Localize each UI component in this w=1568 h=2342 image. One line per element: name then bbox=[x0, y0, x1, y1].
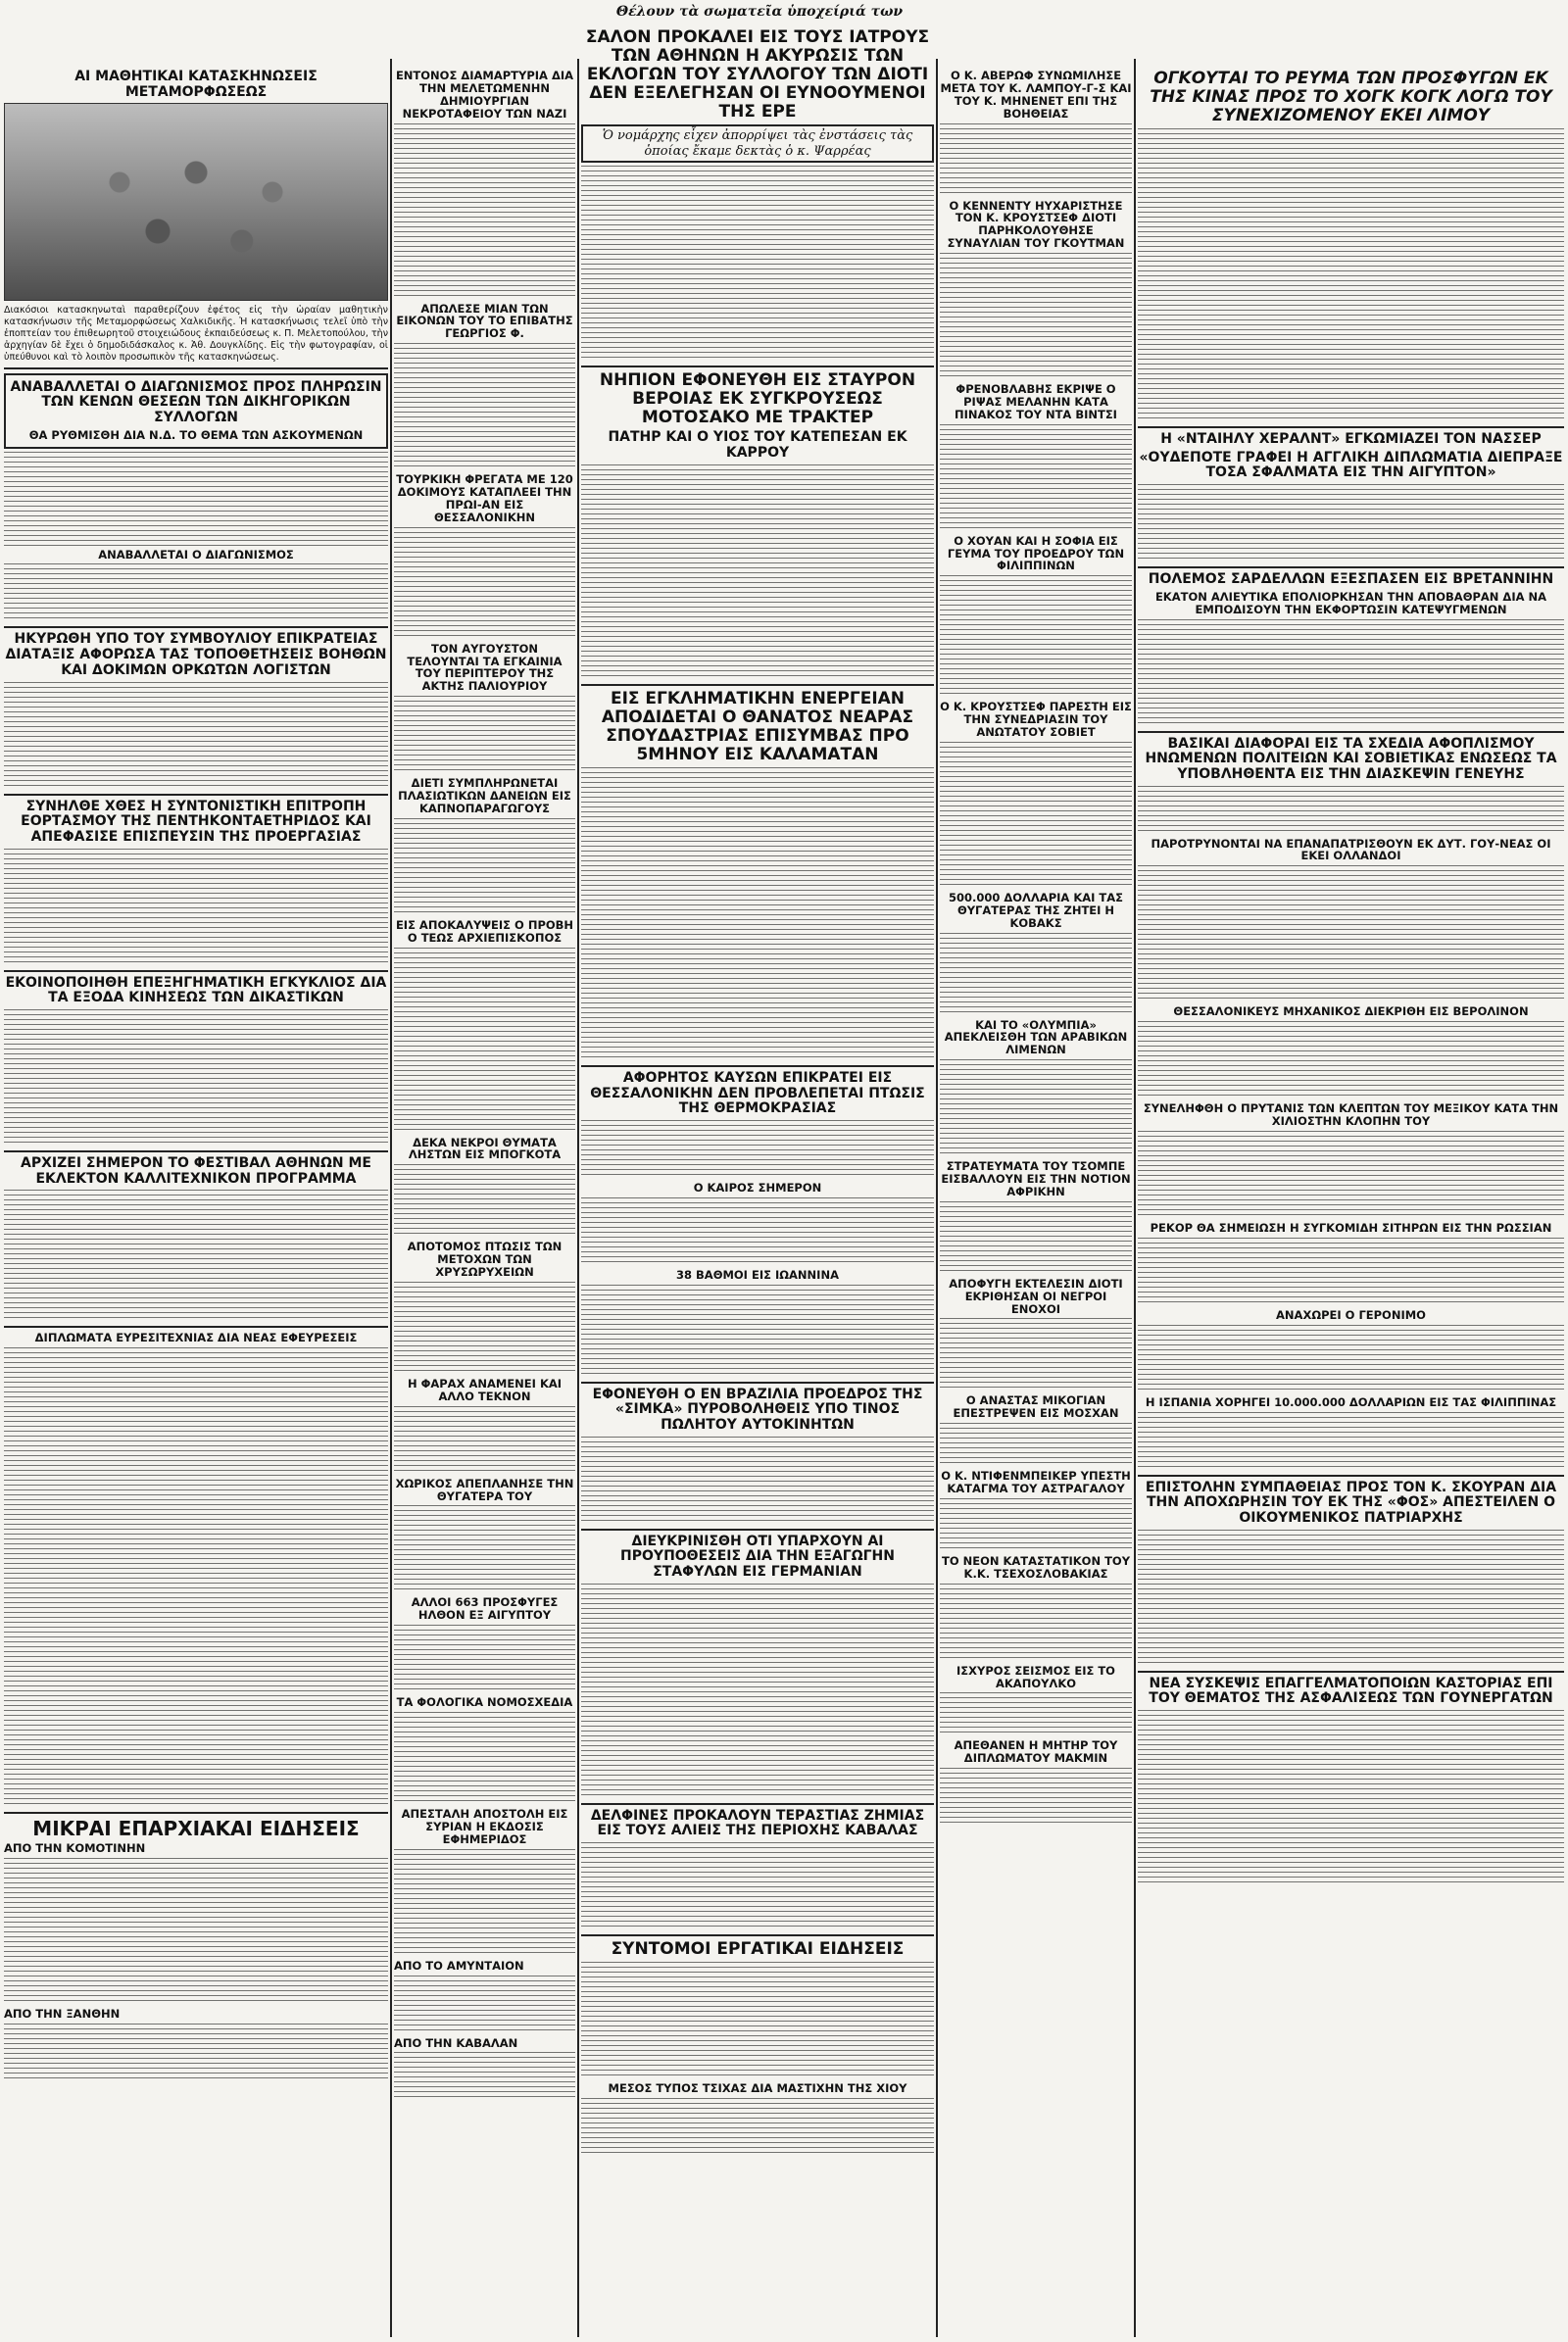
article-text bbox=[394, 1406, 575, 1475]
article-text bbox=[940, 1498, 1132, 1552]
divider bbox=[4, 970, 388, 972]
subheadline: ΘΑ ΡΥΘΜΙΣΘΗ ΔΙΑ Ν.Δ. ΤΟ ΘΕΜΑ ΤΩΝ ΑΣΚΟΥΜΕΝΩΝ bbox=[28, 427, 364, 442]
divider bbox=[581, 1529, 934, 1531]
headline: ΤΟΥΡΚΙΚΗ ΦΡΕΓΑΤΑ ΜΕ 120 ΔΟΚΙΜΟΥΣ ΚΑΤΑΠΛΕΕΙ ΤΗΝ ΠΡΩΙ-ΑΝ ΕΙΣ ΘΕΣΣΑΛΟΝΙΚΗΝ bbox=[396, 472, 573, 524]
headline: ΑΝΑΒΑΛΛΕΤΑΙ Ο ΔΙΑΓΩΝΙΣΜΟΣ ΠΡΟΣ ΠΛΗΡΩΣΙΝ ΤΩΝ ΚΕΝΩΝ ΘΕΣΕΩΝ ΤΩΝ ΔΙΚΗΓΟΡΙΚΩΝ ΣΥΛΛΟΓΩΝ bbox=[10, 378, 382, 426]
headline: Ο ΧΟΥΑΝ ΚΑΙ Η ΣΟΦΙΑ ΕΙΣ ΓΕΥΜΑ ΤΟΥ ΠΡΟΕΔΡΟΥ ΤΩΝ ΦΙΛΙΠΠΙΝΩΝ bbox=[947, 533, 1125, 573]
article-text bbox=[1138, 865, 1564, 1002]
headline: ΑΝΑΧΩΡΕΙ Ο ΓΕΡΟΝΙΜΟ bbox=[1276, 1307, 1426, 1322]
article-text bbox=[581, 1285, 934, 1378]
article-text bbox=[581, 1842, 934, 1930]
article-text bbox=[1138, 128, 1564, 422]
article-text bbox=[1138, 1530, 1564, 1667]
article-text bbox=[4, 1190, 388, 1322]
article-text bbox=[4, 1858, 388, 2005]
headline: ΙΣΧΥΡΟΣ ΣΕΙΣΜΟΣ ΕΙΣ ΤΟ ΑΚΑΠΟΥΛΚΟ bbox=[956, 1663, 1115, 1690]
article-text bbox=[4, 1009, 388, 1147]
divider bbox=[4, 1150, 388, 1152]
article-text bbox=[940, 575, 1132, 698]
article-text bbox=[4, 452, 388, 546]
subheadline: ΑΠΟ ΤΗΝ ΚΑΒΑΛΑΝ bbox=[394, 2035, 518, 2050]
article-text bbox=[581, 464, 934, 680]
article-text bbox=[394, 1712, 575, 1805]
headline: ΕΚΟΙΝΟΠΟΙΗΘΗ ΕΠΕΞΗΓΗΜΑΤΙΚΗ ΕΓΚΥΚΛΙΟΣ ΔΙΑ ΤΑ ΕΞΟΔΑ ΚΙΝΗΣΕΩΣ ΤΩΝ ΔΙΚΑΣΤΙΚΩΝ bbox=[5, 974, 387, 1006]
camp-photo bbox=[4, 103, 388, 301]
divider bbox=[1138, 426, 1564, 428]
article-text bbox=[394, 343, 575, 470]
headline: Η ΦΑΡΑΧ ΑΝΑΜΕΝΕΙ ΚΑΙ ΑΛΛΟ ΤΕΚΝΟΝ bbox=[407, 1376, 563, 1403]
column-rule bbox=[390, 59, 392, 2337]
article-text bbox=[394, 948, 575, 1134]
divider bbox=[4, 1812, 388, 1814]
divider bbox=[581, 1382, 934, 1384]
subheadline: «ΟΥΔΕΠΟΤΕ ΓΡΑΦΕΙ Η ΑΓΓΛΙΚΗ ΔΙΠΛΩΜΑΤΙΑ ΔΙΕΠΡΑΞΕ ΤΟΣΑ ΣΦΑΛΜΑΤΑ ΕΙΣ ΤΗΝ ΑΙΓΥΠΤΟΝ» bbox=[1139, 449, 1563, 481]
headline: Ο Κ. ΝΤΙΦΕΝΜΠΕΙΚΕΡ ΥΠΕΣΤΗ ΚΑΤΑΓΜΑ ΤΟΥ ΑΣΤΡΑΓΑΛΟΥ bbox=[941, 1469, 1131, 1495]
headline: ΜΙΚΡΑΙ ΕΠΑΡΧΙΑΚΑΙ ΕΙΔΗΣΕΙΣ bbox=[32, 1817, 360, 1841]
divider bbox=[4, 626, 388, 628]
article-text bbox=[581, 1584, 934, 1799]
subheadline: ΜΕΣΟΣ ΤΥΠΟΣ ΤΣΙΧΑΣ ΔΙΑ ΜΑΣΤΙΧΗΝ ΤΗΣ ΧΙΟΥ bbox=[608, 2081, 907, 2096]
divider bbox=[4, 367, 388, 369]
divider bbox=[1138, 566, 1564, 568]
article-text bbox=[581, 1197, 934, 1266]
headline: Η ΙΣΠΑΝΙΑ ΧΟΡΗΓΕΙ 10.000.000 ΔΟΛΛΑΡΙΩΝ ΕΙΣ ΤΑΣ ΦΙΛΙΠΠΙΝΑΣ bbox=[1145, 1394, 1557, 1409]
article-text bbox=[1138, 1021, 1564, 1099]
article-text bbox=[394, 1505, 575, 1593]
subheadline: ΑΠΟ ΤΗΝ ΚΟΜΟΤΙΝΗΝ bbox=[4, 1841, 146, 1856]
column-rule bbox=[936, 59, 938, 2337]
divider bbox=[581, 1934, 934, 1936]
divider bbox=[581, 684, 934, 686]
divider bbox=[4, 1326, 388, 1328]
headline: ΗΚΥΡΩΘΗ ΥΠΟ ΤΟΥ ΣΥΜΒΟΥΛΙΟΥ ΕΠΙΚΡΑΤΕΙΑΣ ΔΙΑΤΑΞΙΣ ΑΦΟΡΩΣΑ ΤΑΣ ΤΟΠΟΘΕΤΗΣΕΙΣ ΒΟΗΘΩΝ ΚΑΙ ΔΟΚΙΜΩΝ ΟΡΚΩΤΩΝ ΛΟΓΙΣΤΩΝ bbox=[5, 631, 387, 678]
photo-caption: Διακόσιοι κατασκηνωταὶ παραθερίζουν ἐφέτος εἰς τὴν ὡραίαν μαθητικὴν κατασκήνωσιν τῆς Μεταμορφώσεως Χαλκιδικῆς. Ἡ κατασκήνωσις τελεῖ ὑπὸ τὴν ἐποπτείαν του ἐπιθεωρητοῦ στοιχειώδους ἐκπαιδεύσεως κ. Π. Μελετοπούλου, τὴν ἀρχηγίαν δὲ ἔχει ὁ δημοδιδάσκαλος κ. Ἀθ. Δουγκλίδης. Εἰς τὴν φωτογραφίαν, οἱ ὑπεύθυνοι καὶ τὸ λοιπὸν προσωπικὸν τῆς κατασκηνώσεως. bbox=[4, 305, 389, 363]
headline: ΣΥΝΤΟΜΟΙ ΕΡΓΑΤΙΚΑΙ ΕΙΔΗΣΕΙΣ bbox=[611, 1939, 905, 1960]
divider bbox=[1138, 1475, 1564, 1477]
article-text bbox=[394, 696, 575, 774]
column-2 bbox=[394, 67, 575, 2104]
article-text bbox=[394, 1976, 575, 2034]
headline: ΕΠΙΣΤΟΛΗΝ ΣΥΜΠΑΘΕΙΑΣ ΠΡΟΣ ΤΟΝ Κ. ΣΚΟΥΡΑΝ ΔΙΑ ΤΗΝ ΑΠΟΧΩΡΗΣΙΝ ΤΟΥ ΕΚ ΤΗΣ «ΦΟΣ» ΑΠΕΣΤΕΙΛΕΝ Ο ΟΙΚΟΥΜΕΝΙΚΟΣ ΠΑΤΡΙΑΡΧΗΣ bbox=[1145, 1479, 1557, 1526]
article-text bbox=[394, 1849, 575, 1957]
divider bbox=[1138, 731, 1564, 733]
subheadline: ΑΠΟ ΤΟ ΑΜΥΝΤΑΙΟΝ bbox=[394, 1958, 524, 1973]
headline: ΤΑ ΦΟΛΟΓΙΚΑ ΝΟΜΟΣΧΕΔΙΑ bbox=[396, 1695, 573, 1710]
article-text bbox=[1138, 1325, 1564, 1393]
headline: ΒΑΣΙΚΑΙ ΔΙΑΦΟΡΑΙ ΕΙΣ ΤΑ ΣΧΕΔΙΑ ΑΦΟΠΛΙΣΜΟΥ ΗΝΩΜΕΝΩΝ ΠΟΛΙΤΕΙΩΝ ΚΑΙ ΣΟΒΙΕΤΙΚΑΣ ΕΝΩΣΕΩΣ ΤΑ ΥΠΟΒΛΗΘΕΝΤΑ ΕΙΣ ΤΗΝ ΔΙΑΣΚΕΨΙΝ ΓΕΝΕΥΗΣ bbox=[1145, 735, 1557, 782]
article-text bbox=[581, 1120, 934, 1179]
column-5 bbox=[1138, 67, 1564, 1889]
article-text bbox=[4, 563, 388, 622]
headline: ΚΑΙ ΤΟ «ΟΛΥΜΠΙΑ» ΑΠΕΚΛΕΙΣΘΗ ΤΩΝ ΑΡΑΒΙΚΩΝ ΛΙΜΕΝΩΝ bbox=[944, 1017, 1128, 1057]
article-text bbox=[1138, 1131, 1564, 1219]
headline: ΤΟ ΝΕΟΝ ΚΑΤΑΣΤΑΤΙΚΟΝ ΤΟΥ Κ.Κ. ΤΣΕΧΟΣΛΟΒΑΚΙΑΣ bbox=[941, 1553, 1131, 1581]
headline: 500.000 ΔΟΛΛΑΡΙΑ ΚΑΙ ΤΑΣ ΘΥΓΑΤΕΡΑΣ ΤΗΣ ΖΗΤΕΙ Η ΚΟΒΑΚΣ bbox=[948, 890, 1124, 930]
headline: ΣΥΝΕΛΗΦΘΗ Ο ΠΡΥΤΑΝΙΣ ΤΩΝ ΚΛΕΠΤΩΝ ΤΟΥ ΜΕΞΙΚΟΥ ΚΑΤΑ ΤΗΝ ΧΙΛΙΟΣΤΗΝ ΚΛΟΠΗΝ ΤΟΥ bbox=[1143, 1101, 1559, 1129]
article-text bbox=[394, 123, 575, 300]
headline: ΕΙΣ ΑΠΟΚΑΛΥΨΕΙΣ Ο ΠΡΟΒΗ Ο ΤΕΩΣ ΑΡΧΙΕΠΙΣΚΟΠΟΣ bbox=[395, 917, 574, 945]
article-text bbox=[581, 767, 934, 1061]
subheadline: 38 ΒΑΘΜΟΙ ΕΙΣ ΙΩΑΝΝΙΝΑ bbox=[676, 1267, 839, 1282]
article-text bbox=[940, 1318, 1132, 1391]
headline: Ο ΑΝΑΣΤΑΣ ΜΙΚΟΓΙΑΝ ΕΠΕΣΤΡΕΨΕΝ ΕΙΣ ΜΟΣΧΑΝ bbox=[953, 1393, 1119, 1421]
article-text bbox=[581, 1437, 934, 1525]
article-text bbox=[940, 424, 1132, 532]
headline: ΔΙΕΤΙ ΣΥΜΠΛΗΡΩΝΕΤΑΙ ΠΛΑΣΙΩΤΙΚΩΝ ΔΑΝΕΙΩΝ ΕΙΣ ΚΑΠΝΟΠΑΡΑΓΩΓΟΥΣ bbox=[398, 776, 571, 815]
article-text bbox=[1138, 484, 1564, 562]
subheadline: ΕΚΑΤΟΝ ΑΛΙΕΥΤΙΚΑ ΕΠΟΛΙΟΡΚΗΣΑΝ ΤΗΝ ΑΠΟΒΑΘΡΑΝ ΔΙΑ ΝΑ ΕΜΠΟΔΙΣΟΥΝ ΤΗΝ ΕΚΦΟΡΤΩΣΙΝ ΚΑΤΕΨΥΓΜΕΝΩΝ bbox=[1154, 589, 1547, 616]
column-4 bbox=[940, 67, 1132, 1830]
article-text bbox=[940, 1423, 1132, 1467]
article-text bbox=[4, 2024, 388, 2082]
headline: ΤΟΝ ΑΥΓΟΥΣΤΟΝ ΤΕΛΟΥΝΤΑΙ ΤΑ ΕΓΚΑΙΝΙΑ ΤΟΥ ΠΕΡΙΠΤΕΡΟΥ ΤΗΣ ΑΚΤΗΣ ΠΑΛΙΟΥΡΙΟΥ bbox=[407, 641, 563, 694]
article-text bbox=[940, 123, 1132, 197]
headline: ΕΙΣ ΕΓΚΛΗΜΑΤΙΚΗΝ ΕΝΕΡΓΕΙΑΝ ΑΠΟΔΙΔΕΤΑΙ Ο ΘΑΝΑΤΟΣ ΝΕΑΡΑΣ ΣΠΟΥΔΑΣΤΡΙΑΣ ΕΠΙΣΥΜΒΑΣ ΠΡΟ 5ΜΗΝΟΥ ΕΙΣ ΚΑΛΑΜΑΤΑΝ bbox=[601, 688, 914, 764]
article-text bbox=[940, 1059, 1132, 1157]
headline: ΕΦΟΝΕΥΘΗ Ο ΕΝ ΒΡΑΖΙΛΙΑ ΠΡΟΕΔΡΟΣ ΤΗΣ «ΣΙΜΚΑ» ΠΥΡΟΒΟΛΗΘΕΙΣ ΥΠΟ ΤΙΝΟΣ ΠΩΛΗΤΟΥ ΑΥΤΟΚΙΝΗΤΩΝ bbox=[592, 1386, 923, 1434]
headline: ΣΤΡΑΤΕΥΜΑΤΑ ΤΟΥ ΤΣΟΜΠΕ ΕΙΣΒΑΛΛΟΥΝ ΕΙΣ ΤΗΝ ΝΟΤΙΟΝ ΑΦΡΙΚΗΝ bbox=[941, 1159, 1131, 1198]
headline-box bbox=[4, 373, 388, 449]
headline: ΦΡΕΝΟΒΛΑΒΗΣ ΕΚΡΙΨΕ Ο ΡΙΨΑΣ ΜΕΛΑΝΗΝ ΚΑΤΑ ΠΙΝΑΚΟΣ ΤΟΥ ΝΤΑ ΒΙΝΤΣΙ bbox=[955, 382, 1117, 421]
headline: ΔΙΕΥΚΡΙΝΙΣΘΗ ΟΤΙ ΥΠΑΡΧΟΥΝ ΑΙ ΠΡΟΥΠΟΘΕΣΕΙΣ ΔΙΑ ΤΗΝ ΕΞΑΓΩΓΗΝ ΣΤΑΦΥΛΩΝ ΕΙΣ ΓΕΡΜΑΝΙΑΝ bbox=[620, 1533, 895, 1581]
headline: Ο Κ. ΚΡΟΥΣΤΣΕΦ ΠΑΡΕΣΤΗ ΕΙΣ ΤΗΝ ΣΥΝΕΔΡΙΑΣΙΝ ΤΟΥ ΑΝΩΤΑΤΟΥ ΣΟΒΙΕΤ bbox=[940, 700, 1132, 739]
article-text bbox=[940, 253, 1132, 380]
headline: Ο ΚΕΝΝΕΝΤΥ ΗΥΧΑΡΙΣΤΗΣΕ ΤΟΝ Κ. ΚΡΟΥΣΤΣΕΦ ΔΙΟΤΙ ΠΑΡΗΚΟΛΟΥΘΗΣΕ ΣΥΝΑΥΛΙΑΝ ΤΟΥ ΓΚΟΥΤΜΑΝ bbox=[947, 198, 1125, 251]
article-text bbox=[394, 1164, 575, 1238]
article-text bbox=[394, 527, 575, 640]
article-text bbox=[1138, 1238, 1564, 1306]
article-text bbox=[581, 166, 934, 362]
headline: ΑΦΟΡΗΤΟΣ ΚΑΥΣΩΝ ΕΠΙΚΡΑΤΕΙ ΕΙΣ ΘΕΣΣΑΛΟΝΙΚΗΝ ΔΕΝ ΠΡΟΒΛΕΠΕΤΑΙ ΠΤΩΣΙΣ ΤΗΣ ΘΕΡΜΟΚΡΑΣΙΑΣ bbox=[590, 1069, 925, 1117]
article-text bbox=[4, 682, 388, 790]
divider bbox=[581, 1065, 934, 1067]
headline: ΟΓΚΟΥΤΑΙ ΤΟ ΡΕΥΜΑ ΤΩΝ ΠΡΟΣΦΥΓΩΝ ΕΚ ΤΗΣ ΚΙΝΑΣ ΠΡΟΣ ΤΟ ΧΟΓΚ ΚΟΓΚ ΛΟΓΩ ΤΟΥ ΣΥΝΕΧΙΖΟΜΕΝΟΥ ΕΚΕΙ ΛΙΜΟΥ bbox=[1150, 69, 1552, 126]
subheadline: ΑΠΟ ΤΗΝ ΞΑΝΘΗΝ bbox=[4, 2007, 121, 2022]
article-text bbox=[4, 1347, 388, 1808]
column-rule bbox=[1134, 59, 1136, 2337]
article-text bbox=[394, 818, 575, 916]
article-text bbox=[1138, 1412, 1564, 1471]
headline: ΝΕΑ ΣΥΣΚΕΨΙΣ ΕΠΑΓΓΕΛΜΑΤΟΠΟΙΩΝ ΚΑΣΤΟΡΙΑΣ ΕΠΙ ΤΟΥ ΘΕΜΑΤΟΣ ΤΗΣ ΑΣΦΑΛΙΣΕΩΣ ΤΩΝ ΓΟΥΝΕΡΓΑΤΩΝ bbox=[1149, 1675, 1553, 1707]
headline: ΣΑΛΟΝ ΠΡΟΚΑΛΕΙ ΕΙΣ ΤΟΥΣ ΙΑΤΡΟΥΣ ΤΩΝ ΑΘΗΝΩΝ Η ΑΚΥΡΩΣΙΣ ΤΩΝ ΕΚΛΟΓΩΝ ΤΟΥ ΣΥΛΛΟΓΟΥ ΤΩΝ ΔΙΟΤΙ ΔΕΝ ΕΞΕΛΕΓΗΣΑΝ ΟΙ ΕΥΝΟΟΥΜΕΝΟΙ ΤΗΣ ΕΡΕ bbox=[585, 27, 930, 122]
headline: ΣΥΝΗΛΘΕ ΧΘΕΣ Η ΣΥΝΤΟΝΙΣΤΙΚΗ ΕΠΙΤΡΟΠΗ ΕΟΡΤΑΣΜΟΥ ΤΗΣ ΠΕΝΤΗΚΟΝΤΑΕΤΗΡΙΔΟΣ ΚΑΙ ΑΠΕΦΑΣΙΣΕ ΕΠΙΣΠΕΥΣΙΝ ΤΗΣ ΠΡΟΕΡΓΑΣΙΑΣ bbox=[21, 798, 371, 845]
headline: ΔΕΛΦΙΝΕΣ ΠΡΟΚΑΛΟΥΝ ΤΕΡΑΣΤΙΑΣ ΖΗΜΙΑΣ ΕΙΣ ΤΟΥΣ ΑΛΙΕΙΣ ΤΗΣ ΠΕΡΙΟΧΗΣ ΚΑΒΑΛΑΣ bbox=[590, 1807, 925, 1839]
article-text bbox=[1138, 1710, 1564, 1886]
headline: ΠΟΛΕΜΟΣ ΣΑΡΔΕΛΛΩΝ ΕΞΕΣΠΑΣΕΝ ΕΙΣ ΒΡΕΤΑΝΝΙΗΝ bbox=[1148, 571, 1554, 588]
headline: ΘΕΣΣΑΛΟΝΙΚΕΥΣ ΜΗΧΑΝΙΚΟΣ ΔΙΕΚΡΙΘΗ ΕΙΣ ΒΕΡΟΛΙΝΟΝ bbox=[1173, 1004, 1529, 1019]
article-text bbox=[940, 1768, 1132, 1827]
headline: Ο Κ. ΑΒΕΡΩΦ ΣΥΝΩΜΙΛΗΣΕ ΜΕΤΑ ΤΟΥ Κ. ΛΑΜΠΟΥ-Γ-Σ ΚΑΙ ΤΟΥ Κ. ΜΗΝΕΝΕΤ ΕΠΙ ΤΗΣ ΒΟΗΘΕΙΑΣ bbox=[940, 69, 1132, 121]
headline: ΠΑΡΟΤΡΥΝΟΝΤΑΙ ΝΑ ΕΠΑΝΑΠΑΤΡΙΣΘΟΥΝ ΕΚ ΔΥΤ. ΓΟΥ-ΝΕΑΣ ΟΙ ΕΚΕΙ ΟΛΛΑΝΔΟΙ bbox=[1151, 836, 1551, 863]
headline: ΡΕΚΟΡ ΘΑ ΣΗΜΕΙΩΣΗ Η ΣΥΓΚΟΜΙΔΗ ΣΙΤΗΡΩΝ ΕΙΣ ΤΗΝ ΡΩΣΣΙΑΝ bbox=[1150, 1220, 1552, 1235]
divider bbox=[581, 1803, 934, 1805]
article-text bbox=[1138, 619, 1564, 727]
article-text bbox=[394, 2052, 575, 2101]
article-text bbox=[940, 1201, 1132, 1275]
headline: ΔΕΚΑ ΝΕΚΡΟΙ ΘΥΜΑΤΑ ΛΗΣΤΩΝ ΕΙΣ ΜΠΟΓΚΟΤΑ bbox=[408, 1135, 562, 1162]
column-rule bbox=[577, 59, 579, 2337]
headline: Η «ΝΤΑΙΗΛΥ ΧΕΡΑΛΝΤ» ΕΓΚΩΜΙΑΖΕΙ ΤΟΝ ΝΑΣΣΕΡ bbox=[1160, 431, 1542, 448]
article-text bbox=[940, 933, 1132, 1016]
divider bbox=[581, 366, 934, 367]
headline: ΝΗΠΙΟΝ ΕΦΟΝΕΥΘΗ ΕΙΣ ΣΤΑΥΡΟΝ ΒΕΡΟΙΑΣ ΕΚ ΣΥΓΚΡΟΥΣΕΩΣ ΜΟΤΟΣΑΚΟ ΜΕ ΤΡΑΚΤΕΡ bbox=[599, 370, 916, 428]
article-text bbox=[394, 1282, 575, 1375]
subheadline: Ο ΚΑΙΡΟΣ ΣΗΜΕΡΟΝ bbox=[693, 1180, 822, 1195]
headline: ΑΡΧΙΖΕΙ ΣΗΜΕΡΟΝ ΤΟ ΦΕΣΤΙΒΑΛ ΑΘΗΝΩΝ ΜΕ ΕΚΛΕΚΤΟΝ ΚΑΛΛΙΤΕΧΝΙΚΟΝ ΠΡΟΓΡΑΜΜΑ bbox=[21, 1154, 371, 1187]
article-text bbox=[940, 1584, 1132, 1662]
top-kicker: Θέλουν τὰ σωματεῖα ὑποχείριά των bbox=[615, 4, 904, 20]
headline: ΑΛΛΟΙ 663 ΠΡΟΣΦΥΓΕΣ ΗΛΘΟΝ ΕΞ ΑΙΓΥΠΤΟΥ bbox=[411, 1595, 559, 1623]
headline: ΑΠΕΘΑΝΕΝ Η ΜΗΤΗΡ ΤΟΥ ΔΙΠΛΩΜΑΤΟΥ ΜΑΚΜΙΝ bbox=[954, 1738, 1118, 1766]
article-text bbox=[581, 2098, 934, 2157]
headline: ΑΙ ΜΑΘΗΤΙΚΑΙ ΚΑΤΑΣΚΗΝΩΣΕΙΣ ΜΕΤΑΜΟΡΦΩΣΕΩΣ bbox=[74, 69, 318, 100]
column-1 bbox=[4, 67, 388, 2085]
headline: ΑΠΟΦΥΓΗ ΕΚΤΕΛΕΣΙΝ ΔΙΟΤΙ ΕΚΡΙΘΗΣΑΝ ΟΙ ΝΕΓΡΟΙ ΕΝΟΧΟΙ bbox=[949, 1276, 1123, 1316]
article-text bbox=[394, 1625, 575, 1693]
article-text bbox=[4, 849, 388, 966]
headline: ΕΝΤΟΝΟΣ ΔΙΑΜΑΡΤΥΡΙΑ ΔΙΑ ΤΗΝ ΜΕΛΕΤΩΜΕΝΗΝ ΔΗΜΙΟΥΡΓΙΑΝ ΝΕΚΡΟΤΑΦΕΙΟΥ ΤΩΝ ΝΑΖΙ bbox=[395, 69, 574, 121]
article-text bbox=[1138, 786, 1564, 835]
headline: ΔΙΠΛΩΜΑΤΑ ΕΥΡΕΣΙΤΕΧΝΙΑΣ ΔΙΑ ΝΕΑΣ ΕΦΕΥΡΕΣΕΙΣ bbox=[34, 1331, 358, 1345]
deck: Ὁ νομάρχης εἶχεν ἀπορρίψει τὰς ἐνστάσεις τὰς ὁποίας ἔκαμε δεκτὰς ὁ κ. Ψαρρέας bbox=[581, 124, 934, 163]
headline: ΑΠΟΤΟΜΟΣ ΠΤΩΣΙΣ ΤΩΝ ΜΕΤΟΧΩΝ ΤΩΝ ΧΡΥΣΩΡΥΧΕΙΩΝ bbox=[407, 1240, 563, 1279]
headline: ΑΠΕΣΤΑΛΗ ΑΠΟΣΤΟΛΗ ΕΙΣ ΣΥΡΙΑΝ Η ΕΚΔΟΣΙΣ ΕΦΗΜΕΡΙΔΟΣ bbox=[401, 1807, 568, 1846]
divider bbox=[4, 794, 388, 796]
article-text bbox=[940, 1692, 1132, 1736]
column-3 bbox=[581, 25, 934, 2160]
divider bbox=[1138, 1671, 1564, 1673]
subheadline: ΠΑΤΗΡ ΚΑΙ Ο ΥΙΟΣ ΤΟΥ ΚΑΤΕΠΕΣΑΝ ΕΚ ΚΑΡΡΟΥ bbox=[608, 429, 907, 462]
headline: ΑΠΩΛΕΣΕ ΜΙΑΝ ΤΩΝ ΕΙΚΟΝΩΝ ΤΟΥ ΤΟ ΕΠΙΒΑΤΗΣ ΓΕΩΡΓΙΟΣ Φ. bbox=[396, 301, 573, 341]
article-text bbox=[940, 742, 1132, 889]
article-text bbox=[581, 1962, 934, 2079]
headline: ΧΩΡΙΚΟΣ ΑΠΕΠΛΑΝΗΣΕ ΤΗΝ ΘΥΓΑΤΕΡΑ ΤΟΥ bbox=[395, 1476, 574, 1503]
subheadline: ΑΝΑΒΑΛΛΕΤΑΙ Ο ΔΙΑΓΩΝΙΣΜΟΣ bbox=[98, 547, 294, 561]
